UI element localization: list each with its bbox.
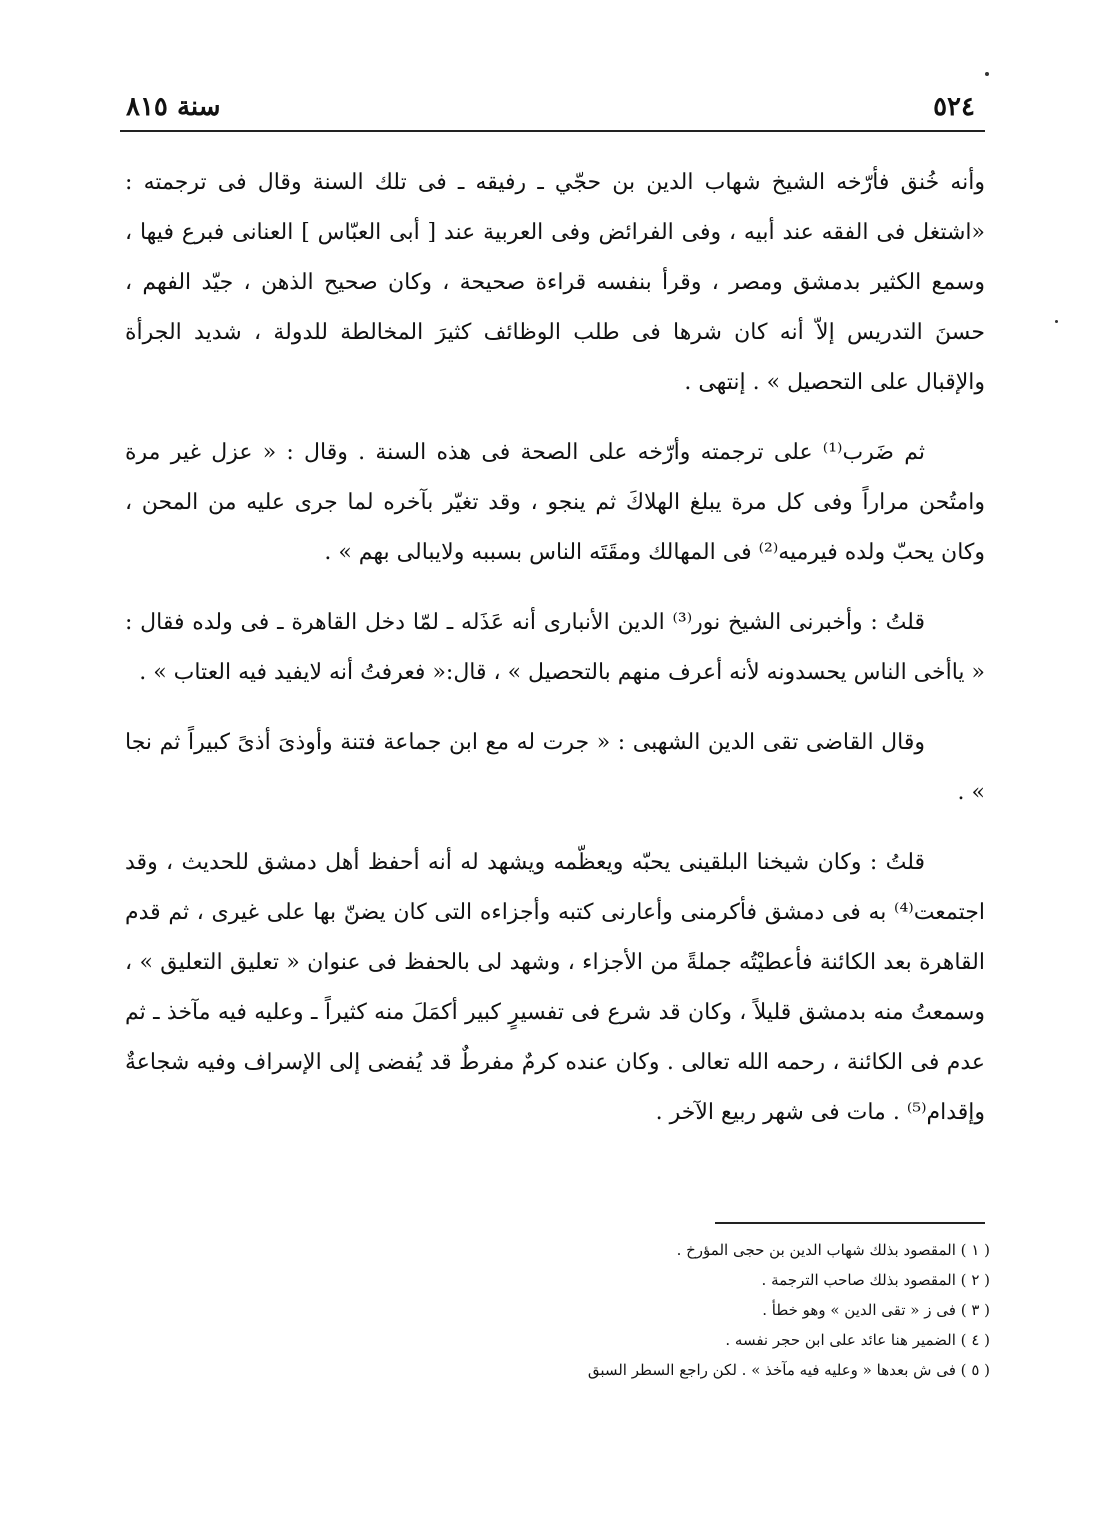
running-header <box>120 88 985 132</box>
footnote-4: ( ٤ ) الضمير هنا عائد على ابن حجر نفسه . <box>725 1331 990 1349</box>
footnote-1: ( ١ ) المقصود بذلك شهاب الدين بن حجى المؤرخ . <box>676 1241 990 1259</box>
header-year: سنة ٨١٥ <box>126 92 221 122</box>
footnote-divider <box>715 1222 985 1224</box>
scan-speck <box>985 72 989 76</box>
paragraph-4: وقال القاضى تقى الدين الشهبى : « جرت له مع ابن جماعة فتنة وأوذىَ أذىً كبيراً ثم نجا » . <box>125 730 985 805</box>
footnote-5: ( ٥ ) فى ش بعدها « وعليه فيه مآخذ » . لكن راجع السطر السبق <box>587 1361 990 1379</box>
footnote-2: ( ٢ ) المقصود بذلك صاحب الترجمة . <box>761 1271 990 1289</box>
main-text <box>125 158 985 1158</box>
paragraph-5: قلتُ : وكان شيخنا البلقينى يحبّه ويعظّمه ويشهد له أنه أحفظ أهل دمشق للحديث ، وقد اجتمعت⁽⁴⁾ به فى دمشق فأكرمنى وأعارنى كتبه وأجزاءه التى كان يضنّ بها على غيرى ، ثم قدم القاهرة بعد الكائنة فأعطيْتُه جملةً من الأجزاء ، وشهد لى بالحفظ فى عنوان « تعليق التعليق » ، وسمعتُ منه بدمشق قليلاً ، وكان قد شرع فى تفسيرٍ كبير أكمَلَ منه كثيراً ـ وعليه فيه مآخذ ـ ثم عدم فى الكائنة ، رحمه الله تعالى . وكان عنده كرمٌ مفرطٌ قد يُفضى إلى الإسراف وفيه شجاعةٌ وإقدام⁽⁵⁾ . مات فى شهر ربيع الآخر . <box>125 850 985 1125</box>
footnotes <box>350 1235 990 1385</box>
paragraph-3: قلتُ : وأخبرنى الشيخ نور⁽³⁾ الدين الأنبارى أنه عَذَله ـ لمّا دخل القاهرة ـ فى ولده فقال : « ياأخى الناس يحسدونه لأنه أعرف منهم بالتحصيل » ، قال:« فعرفتُ أنه لايفيد فيه العتاب » . <box>125 610 985 685</box>
page-number: ٥٢٤ <box>933 92 975 122</box>
footnote-3: ( ٣ ) فى ز « تقى الدين » وهو خطأ . <box>762 1301 990 1319</box>
scan-speck <box>1055 320 1058 323</box>
paragraph-1: وأنه خُنق فأرّخه الشيخ شهاب الدين بن حجّي ـ رفيقه ـ فى تلك السنة وقال فى ترجمته : «اشتغل فى الفقه عند أبيه ، وفى الفرائض وفى العربية عند [ أبى العبّاس ] العنانى فبرع فيها ، وسمع الكثير بدمشق ومصر ، وقرأ بنفسه قراءة صحيحة ، وكان صحيح الذهن ، جيّد الفهم ، حسنَ التدريس إلاّ أنه كان شرها فى طلب الوظائف كثيرَ المخالطة للدولة ، شديد الجرأة والإقبال على التحصيل » . إنتهى . <box>125 170 985 395</box>
paragraph-2: ثم ضَرب⁽¹⁾ على ترجمته وأرّخه على الصحة فى هذه السنة . وقال : « عزل غير مرة وامتُحن مراراً وفى كل مرة يبلغ الهلاكَ ثم ينجو ، وقد تغيّر بآخره لما جرى عليه من المحن ، وكان يحبّ ولده فيرميه⁽²⁾ فى المهالك ومقَتَه الناس بسببه ولايبالى بهم » . <box>125 440 985 565</box>
